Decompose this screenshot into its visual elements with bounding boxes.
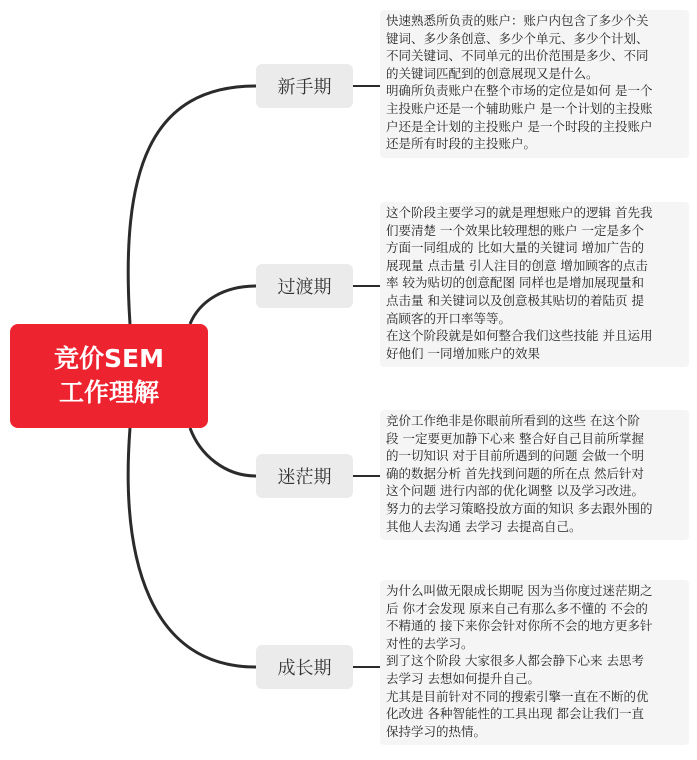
stage-node-growth[interactable] bbox=[256, 645, 353, 689]
note-paragraph: 到了这个阶段 大家很多人都会静下心来 去思考 去学习 去想如何提升自己。 bbox=[386, 653, 644, 686]
stage-node-newbie[interactable] bbox=[256, 64, 353, 108]
note-newbie bbox=[380, 10, 689, 158]
stage-label: 过渡期 bbox=[277, 277, 332, 298]
note-growth bbox=[380, 580, 689, 745]
root-topic[interactable] bbox=[10, 324, 208, 428]
note-paragraph: 在这个阶段就是如何整合我们这些技能 并且运用 好他们 一同增加账户的效果 bbox=[386, 328, 653, 361]
connector-root-to-stage-3 bbox=[190, 428, 256, 476]
connector-root-to-stage-4 bbox=[128, 428, 256, 667]
note-paragraph: 为什么叫做无限成长期呢 因为当你度过迷茫期之 后 你才会发现 原来自己有那么多不懂的 不会的 不精通的 接下来你会针对你所不会的地方更多针 对性的去学习。 bbox=[386, 583, 653, 651]
note-paragraph: 明确所负责账户在整个市场的定位是如何 是一个 主投账户还是一个辅助账户 是一个计划的主投账 户还是全计划的主投账户 是一个时段的主投账户 还是所有时段的主投账户。 bbox=[386, 83, 653, 152]
note-paragraph: 努力的去学习策略投放方面的知识 多去跟外围的 其他人去沟通 去学习 去提高自己。 bbox=[386, 500, 653, 534]
stage-label: 新手期 bbox=[277, 77, 332, 98]
note-transition bbox=[380, 202, 689, 367]
root-title-line-1: 竞价SEM bbox=[54, 344, 164, 373]
root-title-line-2: 工作理解 bbox=[58, 378, 159, 407]
stage-label: 成长期 bbox=[277, 658, 332, 679]
note-paragraph: 竞价工作绝非是你眼前所看到的这些 在这个阶 段 一定要更加静下心来 整合好自己目前所掌握 的一切知识 对于目前所遇到的问题 会做一个明 确的数据分析 首先找到问题的所在点 然后针对 这个问题 进行内部的优化调整 以及学习改进。 bbox=[386, 413, 644, 499]
note-paragraph: 快速熟悉所负责的账户：账户内包含了多少个关 键词、多少条创意、多少个单元、多少个计划、 不同关键词、不同单元的出价范围是多少、不同 的关键词匹配到的创意展现又是什么。 bbox=[386, 13, 649, 81]
stage-node-confusion[interactable] bbox=[256, 454, 353, 498]
connector-root-to-stage-2 bbox=[190, 286, 256, 324]
note-paragraph: 尤其是目前针对不同的搜索引擎一直在不断的优 化改进 各种智能性的工具出现 都会让我们一直 保持学习的热情。 bbox=[386, 688, 649, 739]
note-confusion bbox=[380, 410, 689, 540]
stage-node-transition[interactable] bbox=[256, 264, 353, 308]
note-paragraph: 这个阶段主要学习的就是理想账户的逻辑 首先我 们要清楚 一个效果比较理想的账户 一定是多个 方面一同组成的 比如大量的关键词 增加广告的 展现量 点击量 引人注目的创意 增加顾客的点击 率 较为贴切的创意配图 同样也是增加展现量和 点击量 和关键词以及创意极其贴切的着陆页 提 高顾客的开口率等等。 bbox=[386, 205, 653, 326]
stage-label: 迷茫期 bbox=[277, 467, 332, 488]
